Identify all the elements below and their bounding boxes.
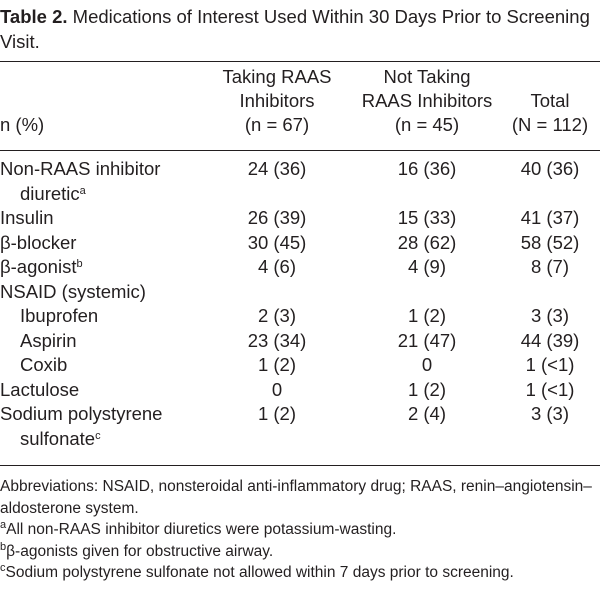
header-line: (n = 67) xyxy=(244,114,310,135)
header-line: Not Taking xyxy=(383,66,471,87)
table-row xyxy=(0,402,600,451)
total-value: 40 (36) xyxy=(520,158,580,179)
row-label xyxy=(0,402,200,451)
header-line: Taking RAAS xyxy=(222,66,332,87)
footnote-text: All non-RAAS inhibitor diuretics were potassium-wasting. xyxy=(6,521,397,538)
taking-raas-value: 4 (6) xyxy=(257,256,297,277)
header-n-percent: n (%) xyxy=(0,114,45,135)
footnote-marker: c xyxy=(0,562,6,574)
footnote-marker: b xyxy=(0,540,7,553)
taking-raas-value: 30 (45) xyxy=(247,231,307,253)
row-label xyxy=(0,255,200,280)
caption-label: Table 2. xyxy=(0,6,68,27)
footnote-a xyxy=(0,519,600,541)
not-taking-raas-value: 15 (33) xyxy=(397,207,457,228)
total-value: 3 (3) xyxy=(530,403,570,424)
row-label xyxy=(0,378,200,403)
row-label-text: β-blocker xyxy=(0,231,77,253)
row-label xyxy=(20,304,220,329)
table-footnotes xyxy=(0,476,600,584)
total-value: 58 (52) xyxy=(520,231,580,253)
row-label-text: Insulin xyxy=(0,207,54,228)
total-value: 1 (<1) xyxy=(525,354,575,375)
table-row xyxy=(0,255,600,280)
not-taking-raas-value: 21 (47) xyxy=(397,329,457,351)
taking-raas-value: 2 (3) xyxy=(257,305,297,326)
footnote-c xyxy=(0,562,600,584)
total-value: 44 (39) xyxy=(520,329,580,351)
not-taking-raas-value: 1 (2) xyxy=(407,305,447,326)
taking-raas-value: 1 (2) xyxy=(257,403,297,424)
row-label-text: Sodium polystyrene xyxy=(0,403,163,424)
row-label xyxy=(0,280,200,305)
row-label xyxy=(20,353,220,378)
table-row xyxy=(0,304,600,329)
footnote-marker: a xyxy=(0,519,7,531)
table-row xyxy=(0,157,600,206)
footnote-marker: a xyxy=(79,184,86,197)
taking-raas-value: 23 (34) xyxy=(247,329,307,351)
row-label xyxy=(0,231,200,256)
row-label-text: diuretic xyxy=(20,182,80,204)
footnote-text: β-agonists given for obstructive airway. xyxy=(6,542,274,560)
not-taking-raas-value: 4 (9) xyxy=(407,256,447,277)
total-value: 1 (<1) xyxy=(525,378,575,400)
header-line: (n = 45) xyxy=(394,114,460,135)
taking-raas-value: 1 (2) xyxy=(257,354,297,375)
row-label xyxy=(0,206,200,231)
row-label xyxy=(0,157,200,206)
header-line: (N = 112) xyxy=(511,114,589,135)
taking-raas-value: 0 xyxy=(271,378,283,400)
footnote-abbreviations: Abbreviations: NSAID, nonsteroidal anti-inflammatory drug; RAAS, renin–angiotensin–aldosterone system. xyxy=(0,478,592,517)
table-row xyxy=(0,329,600,354)
row-label-text: β-agonist xyxy=(0,256,77,277)
footnote-text: Sodium polystyrene sulfonate not allowed within 7 days prior to screening. xyxy=(5,564,514,581)
header-not-taking-raas xyxy=(347,65,507,137)
table-row xyxy=(0,206,600,231)
header-line: RAAS Inhibitors xyxy=(361,90,493,111)
taking-raas-value: 26 (39) xyxy=(247,207,307,228)
total-value: 41 (37) xyxy=(520,207,580,228)
total-value: 8 (7) xyxy=(530,256,570,277)
taking-raas-value: 24 (36) xyxy=(247,158,307,179)
row-label xyxy=(20,329,220,354)
not-taking-raas-value: 16 (36) xyxy=(397,158,457,179)
not-taking-raas-value: 2 (4) xyxy=(407,403,447,424)
footnote-marker: c xyxy=(95,429,101,442)
table-body xyxy=(0,157,600,451)
bottom-rule xyxy=(0,465,600,466)
table-row xyxy=(0,378,600,403)
row-label-text: Ibuprofen xyxy=(20,305,99,326)
row-label-text: NSAID (systemic) xyxy=(0,280,146,302)
row-label-text: Lactulose xyxy=(0,378,80,400)
not-taking-raas-value: 1 (2) xyxy=(407,378,447,400)
header-line: Inhibitors xyxy=(239,90,315,111)
row-label-text: Non-RAAS inhibitor xyxy=(0,158,161,179)
row-label-text: Aspirin xyxy=(20,329,77,351)
not-taking-raas-value: 0 xyxy=(421,354,433,375)
caption-text: Medications of Interest Used Within 30 Days Prior to Screening Visit. xyxy=(0,6,590,52)
footnote-marker: b xyxy=(76,258,83,270)
header-taking-raas xyxy=(197,65,357,137)
header-line: Total xyxy=(530,90,570,111)
table-row xyxy=(0,353,600,378)
table-caption xyxy=(0,4,592,54)
table-row xyxy=(0,280,600,305)
total-value: 3 (3) xyxy=(530,305,570,326)
table-row xyxy=(0,231,600,256)
not-taking-raas-value: 28 (62) xyxy=(397,231,457,253)
header-rule xyxy=(0,150,600,151)
top-rule xyxy=(0,61,600,62)
row-label-text: sulfonate xyxy=(20,427,96,449)
header-total xyxy=(502,89,598,137)
row-label-text: Coxib xyxy=(20,354,68,375)
footnote-b xyxy=(0,541,600,563)
